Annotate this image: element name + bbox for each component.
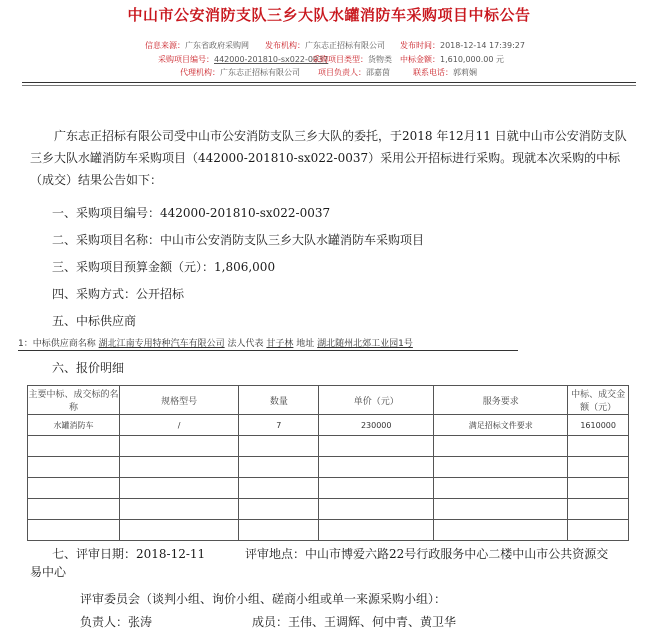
contact-value: 郭莉娴 [453, 68, 477, 77]
org-value: 广东志正招标有限公司 [305, 41, 385, 50]
contact-label: 联系电话： [413, 68, 453, 77]
table-row-empty [28, 499, 629, 520]
review-place-cont: 易中心 [30, 565, 67, 579]
review-place [245, 545, 608, 562]
pm-label: 项目负责人： [318, 68, 366, 77]
cell-name: 水罐消防车 [28, 415, 120, 436]
time-value: 2018-12-14 17:39:27 [440, 41, 525, 50]
review-place-value: 中山市博爱六路22号行政服务中心二楼中山市公共资源交 [305, 547, 609, 561]
meta-row-1 [145, 40, 249, 51]
divider-secondary [22, 85, 636, 86]
meta-org [265, 40, 385, 51]
review-members: 成员：王伟、王调辉、何中青、黄卫华 [252, 615, 457, 629]
supplier-addr-label: 地址 [296, 339, 315, 349]
supplier-prefix: 1：中标供应商名称 [18, 339, 96, 349]
meta-amount [400, 54, 504, 65]
table-row-empty [28, 520, 629, 541]
code-label: 采购项目编号： [158, 55, 214, 64]
cell-amount: 1610000 [568, 415, 629, 436]
review-committee: 评审委员会（谈判小组、询价小组、磋商小组或单一来源采购小组）： [80, 592, 447, 606]
supplier-addr: 湖北随州北郊工业园1号 [317, 339, 413, 349]
col-header-amount: 中标、成交金额（元） [568, 386, 629, 415]
divider [22, 82, 636, 83]
amount-value: 1,610,000.00 元 [440, 55, 504, 64]
cell-qty: 7 [239, 415, 319, 436]
item-project-name: 二、采购项目名称：中山市公安消防支队三乡大队水罐消防车采购项目 [52, 233, 425, 247]
table-row-empty [28, 436, 629, 457]
review-place-label: 评审地点： [245, 547, 306, 561]
meta-code [158, 54, 328, 65]
item-project-code: 一、采购项目编号：442000-201810-sx022-0037 [52, 206, 331, 220]
supplier-line [18, 336, 518, 351]
col-header-spec: 规格型号 [119, 386, 238, 415]
cell-spec: / [119, 415, 238, 436]
item-price-heading: 六、报价明细 [52, 361, 125, 375]
meta-pm [318, 67, 390, 78]
meta-time [400, 40, 525, 51]
code-value[interactable]: 442000-201810-sx022-0037 [214, 55, 329, 64]
item-budget: 三、采购项目预算金额（元）：1,806,000 [52, 260, 276, 274]
review-date: 七、评审日期：2018-12-11 [52, 547, 206, 561]
publish-label: 信息来源： [145, 41, 185, 50]
meta-agent [180, 67, 300, 78]
page-title: 中山市公安消防支队三乡大队水罐消防车采购项目中标公告 [127, 6, 531, 24]
table-header-row [28, 386, 629, 415]
agent-label: 代理机构： [180, 68, 220, 77]
org-label: 发布机构： [265, 41, 305, 50]
agent-value: 广东志正招标有限公司 [220, 68, 300, 77]
pm-value: 邵嘉茵 [366, 68, 390, 77]
type-label: 采购项目类型： [312, 55, 368, 64]
table-row-empty [28, 457, 629, 478]
amount-label: 中标金额： [400, 55, 440, 64]
col-header-qty: 数量 [239, 386, 319, 415]
price-table [27, 385, 629, 541]
publish-value: 广东省政府采购网 [185, 41, 249, 50]
intro-paragraph: 广东志正招标有限公司受中山市公安消防支队三乡大队的委托，于2018 年12月11 日就中山市公安消防支队三乡大队水罐消防车采购项目（442000-201810-sx022-0037）采用公开招标进行采购。现就本次采购的中标（成交）结果公告如下： [30, 129, 627, 187]
review-leader: 负责人：张涛 [80, 615, 153, 629]
time-label: 发布时间： [400, 41, 440, 50]
item-method: 四、采购方式：公开招标 [52, 287, 185, 301]
cell-price: 230000 [319, 415, 434, 436]
col-header-service: 服务要求 [434, 386, 568, 415]
meta-type [312, 54, 392, 65]
item-supplier-heading: 五、中标供应商 [52, 314, 137, 328]
supplier-name: 湖北江南专用特种汽车有限公司 [98, 339, 225, 349]
col-header-name: 主要中标、成交标的名称 [28, 386, 120, 415]
table-row-empty [28, 478, 629, 499]
col-header-price: 单价（元） [319, 386, 434, 415]
type-value: 货物类 [368, 55, 392, 64]
table-row [28, 415, 629, 436]
supplier-rep: 甘子林 [266, 339, 294, 349]
cell-service: 满足招标文件要求 [434, 415, 568, 436]
meta-contact [413, 67, 477, 78]
supplier-rep-label: 法人代表 [227, 339, 264, 349]
